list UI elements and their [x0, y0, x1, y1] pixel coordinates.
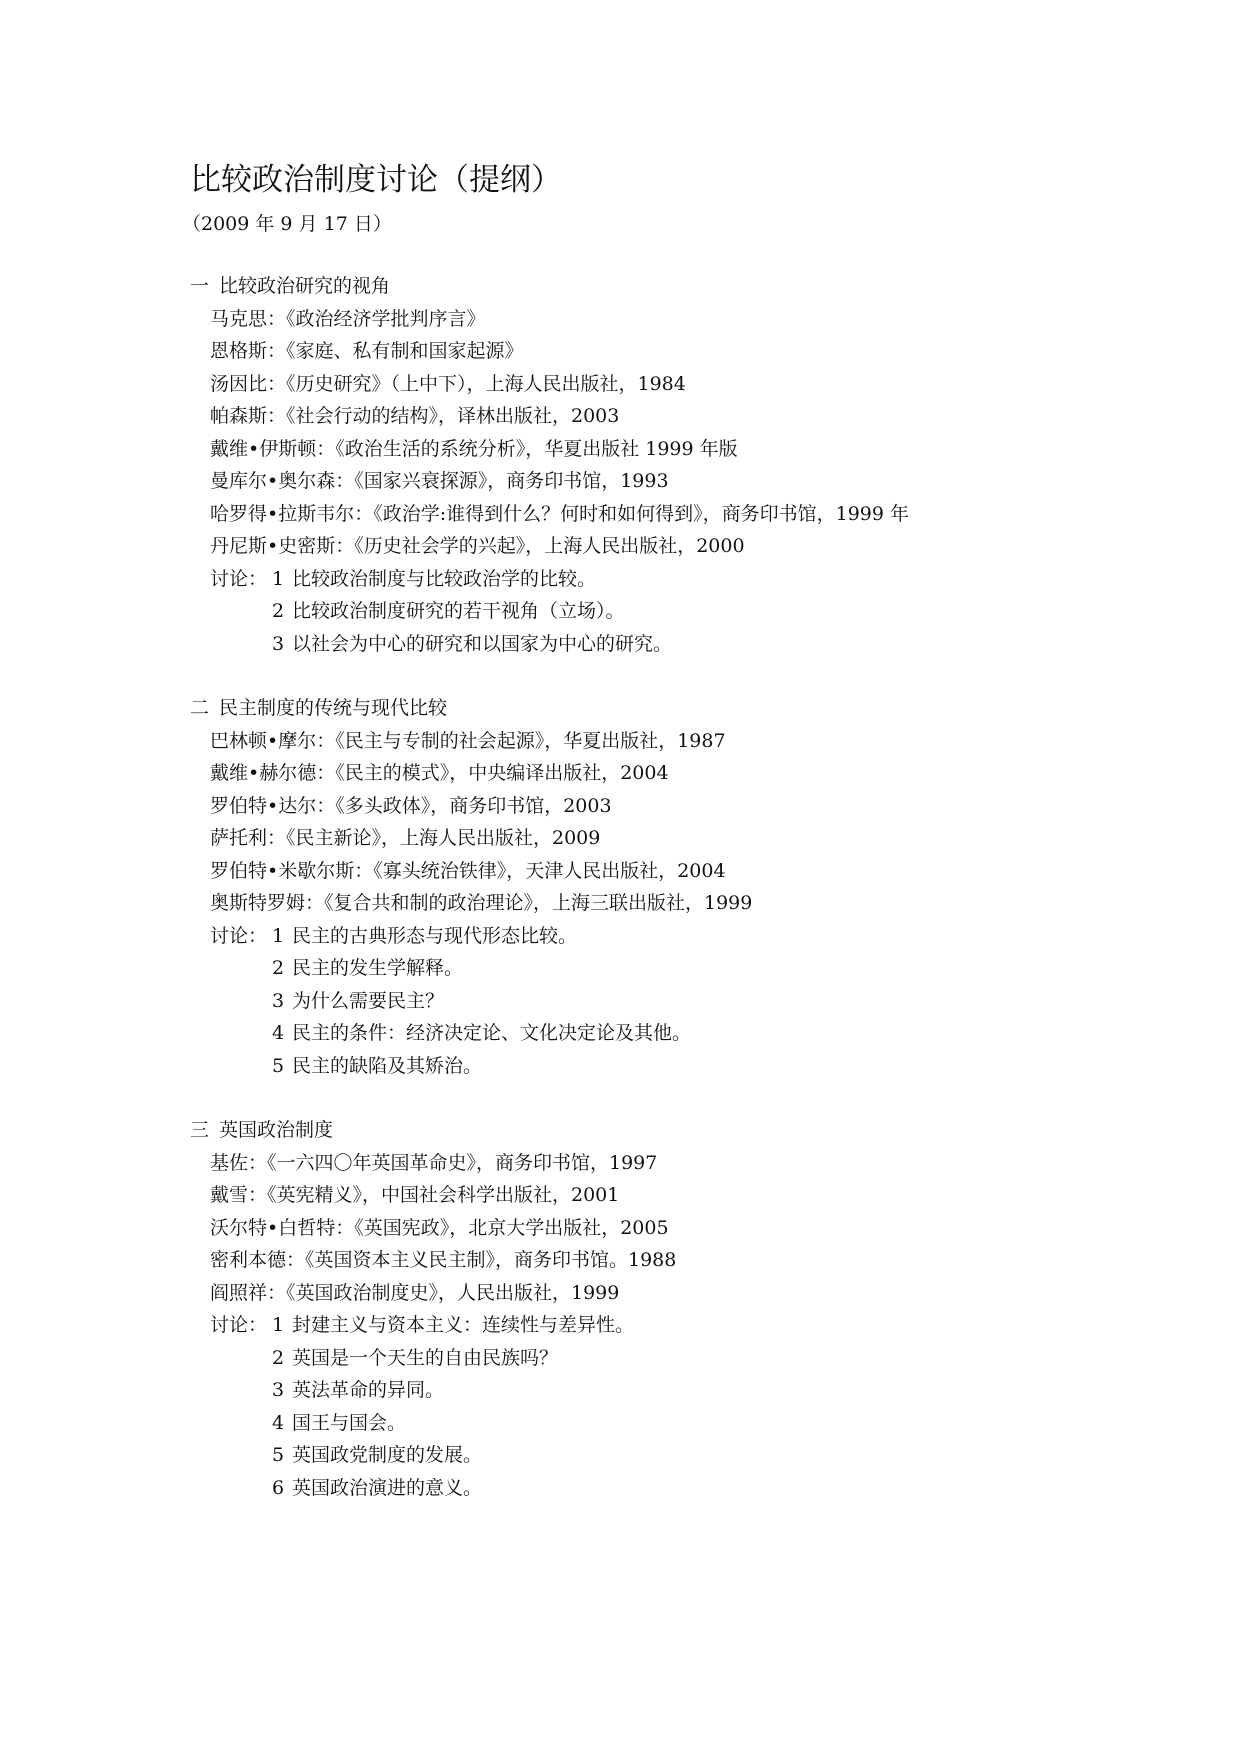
- discussion-number: 1: [272, 924, 285, 947]
- reference-item: 戴维•赫尔德：《民主的模式》，中央编译出版社，2004: [210, 762, 669, 784]
- discussion-number: 3: [272, 632, 285, 655]
- discussion-item: [190, 1342, 1190, 1375]
- discussion-indent: [190, 595, 272, 628]
- discussion-text: 为什么需要民主？: [292, 989, 445, 1012]
- discussion-number: 2: [272, 1346, 285, 1369]
- discussion-indent: [190, 628, 272, 661]
- reference-item: 奥斯特罗姆：《复合共和制的政治理论》，上海三联出版社，1999: [210, 892, 753, 914]
- reference-item: 马克思：《政治经济学批判序言》: [210, 307, 486, 330]
- discussion-number: 2: [272, 600, 285, 622]
- section-number: 一: [190, 275, 210, 297]
- discussion-indent: [190, 985, 272, 1018]
- discussion-text: 以社会为中心的研究和以国家为中心的研究。: [292, 632, 673, 655]
- discussion-number: 4: [272, 1022, 285, 1044]
- discussion-text: 比较政治制度与比较政治学的比较。: [292, 567, 597, 590]
- outline-section: [190, 1114, 1190, 1504]
- discussion-item: [190, 920, 1190, 953]
- discussion-item: [190, 563, 1190, 596]
- discussion-item: [190, 1472, 1190, 1505]
- discussion-number: 3: [272, 989, 285, 1012]
- sections-container: [190, 270, 1190, 1504]
- document-body: [182, 160, 1190, 1504]
- reference-item: 丹尼斯•史密斯：《历史社会学的兴起》，上海人民出版社，2000: [210, 535, 745, 557]
- discussion-text: 英国是一个天生的自由民族吗？: [292, 1346, 559, 1369]
- reference-item: 帕森斯：《社会行动的结构》，译林出版社，2003: [210, 405, 620, 427]
- discussion-indent: [190, 1472, 272, 1505]
- discussion-item: [190, 952, 1190, 985]
- section-heading-text: 民主制度的传统与现代比较: [219, 697, 448, 719]
- reference-item: 罗伯特•米歇尔斯：《寡头统治铁律》，天津人民出版社，2004: [210, 859, 726, 882]
- discussion-text: 民主的缺陷及其矫治。: [292, 1054, 483, 1077]
- reference-item: 曼库尔•奥尔森：《国家兴衰探源》，商务印书馆，1993: [210, 470, 669, 492]
- discussion-item: [190, 595, 1190, 628]
- section-number: 三: [190, 1119, 210, 1141]
- discussion-item: [190, 1309, 1190, 1342]
- discussion-item: [190, 985, 1190, 1018]
- discussion-label: 讨论：: [210, 1314, 268, 1336]
- discussion-text: 比较政治制度研究的若干视角（立场）。: [292, 600, 625, 622]
- document-title: 比较政治制度讨论（提纲）: [190, 162, 562, 198]
- reference-item: 基佐：《一六四〇年英国革命史》，商务印书馆，1997: [210, 1151, 658, 1174]
- discussion-item: [190, 1050, 1190, 1083]
- discussion-label: 讨论：: [210, 924, 268, 947]
- reference-item: 萨托利：《民主新论》，上海人民出版社，2009: [210, 827, 601, 849]
- discussion-text: 英国政治演进的意义。: [292, 1476, 483, 1499]
- discussion-item: [190, 1374, 1190, 1407]
- reference-item: 恩格斯：《家庭、私有制和国家起源》: [210, 340, 524, 362]
- discussion-text: 英国政党制度的发展。: [292, 1444, 483, 1466]
- section-heading-text: 比较政治研究的视角: [219, 275, 391, 297]
- discussion-item: [190, 1407, 1190, 1440]
- discussion-number: 4: [272, 1411, 285, 1434]
- discussion-number: 2: [272, 957, 285, 979]
- discussion-text: 民主的古典形态与现代形态比较。: [292, 924, 578, 947]
- discussion-label: 讨论：: [210, 567, 268, 590]
- discussion-item: [190, 1439, 1190, 1472]
- discussion-number: 1: [272, 567, 285, 590]
- discussion-number: 6: [272, 1476, 285, 1499]
- section-heading: [190, 1114, 1190, 1147]
- discussion-number: 5: [272, 1444, 285, 1466]
- discussion-indent: [190, 1407, 272, 1440]
- section-heading-text: 英国政治制度: [219, 1119, 334, 1141]
- reference-item: 罗伯特•达尔：《多头政体》，商务印书馆，2003: [210, 794, 612, 817]
- section-heading: [190, 692, 1190, 725]
- reference-item: 汤因比：《历史研究》（上中下），上海人民出版社，1984: [210, 372, 686, 395]
- discussion-text: 英法革命的异同。: [292, 1379, 445, 1401]
- section-heading: [190, 270, 1190, 303]
- reference-item: 戴雪：《英宪精义》，中国社会科学出版社，2001: [210, 1184, 620, 1206]
- discussion-indent: [190, 952, 272, 985]
- discussion-indent: [190, 1342, 272, 1375]
- discussion-indent: [190, 1439, 272, 1472]
- discussion-text: 民主的条件：经济决定论、文化决定论及其他。: [292, 1022, 692, 1044]
- discussion-text: 国王与国会。: [292, 1411, 407, 1434]
- document-date: （2009 年 9 月 17 日）: [182, 213, 392, 235]
- discussion-item: [190, 628, 1190, 661]
- section-number: 二: [190, 697, 210, 719]
- outline-section: [190, 270, 1190, 660]
- reference-item: 巴林顿•摩尔：《民主与专制的社会起源》，华夏出版社，1987: [210, 729, 726, 752]
- discussion-number: 5: [272, 1054, 285, 1077]
- reference-item: 阎照祥：《英国政治制度史》，人民出版社，1999: [210, 1281, 620, 1304]
- reference-item: 哈罗得•拉斯韦尔：《政治学:谁得到什么？何时和如何得到》，商务印书馆，1999 年: [210, 502, 910, 525]
- discussion-number: 3: [272, 1379, 285, 1401]
- discussion-text: 民主的发生学解释。: [292, 957, 464, 979]
- reference-item: 密利本德：《英国资本主义民主制》，商务印书馆。1988: [210, 1249, 677, 1271]
- discussion-text: 封建主义与资本主义：连续性与差异性。: [292, 1314, 635, 1336]
- discussion-indent: [190, 1050, 272, 1083]
- discussion-number: 1: [272, 1314, 285, 1336]
- discussion-item: [190, 1017, 1190, 1050]
- discussion-indent: [190, 1017, 272, 1050]
- outline-section: [190, 692, 1190, 1082]
- reference-item: 沃尔特•白哲特：《英国宪政》，北京大学出版社，2005: [210, 1216, 669, 1239]
- reference-item: 戴维•伊斯顿：《政治生活的系统分析》，华夏出版社 1999 年版: [210, 437, 738, 460]
- discussion-indent: [190, 1374, 272, 1407]
